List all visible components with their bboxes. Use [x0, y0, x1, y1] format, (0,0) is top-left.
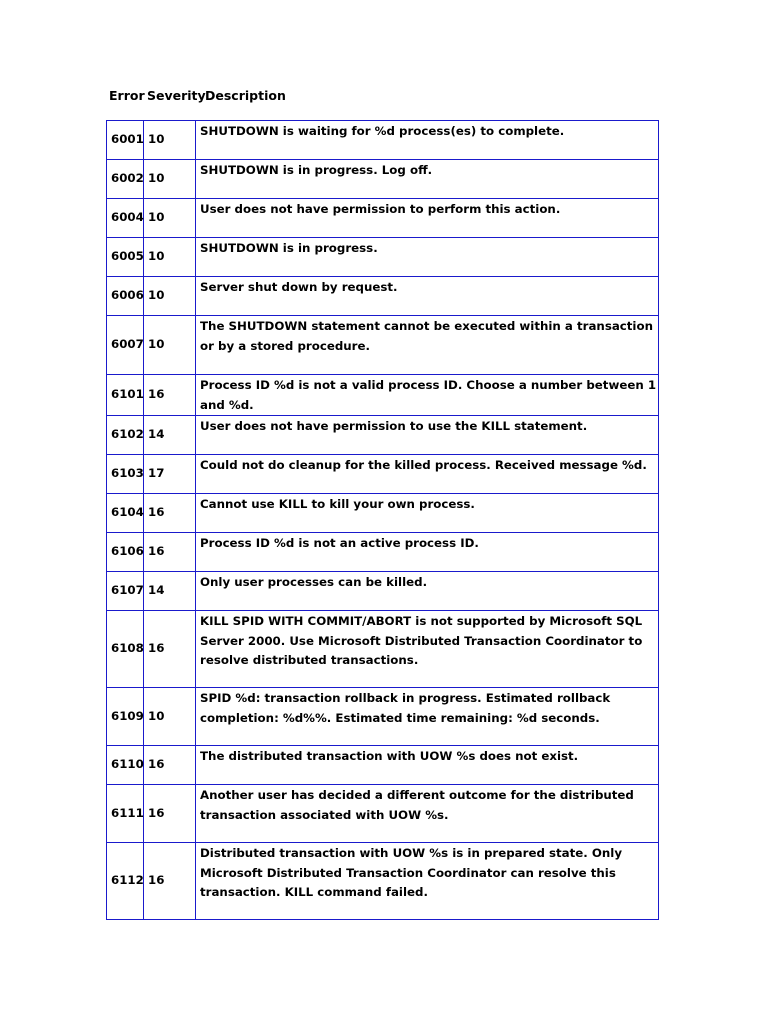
description-cell: Process ID %d is not an active process ID. [196, 533, 659, 572]
error-code-cell: 6101 [107, 375, 144, 416]
severity-cell: 16 [144, 533, 196, 572]
description-cell: Could not do cleanup for the killed process. Received message %d. [196, 455, 659, 494]
table-row [107, 746, 659, 785]
severity-cell: 10 [144, 121, 196, 160]
severity-cell: 16 [144, 843, 196, 920]
error-code-cell: 6108 [107, 611, 144, 688]
description-cell: User does not have permission to perform this action. [196, 199, 659, 238]
table-row [107, 160, 659, 199]
table-row [107, 785, 659, 843]
error-code-cell: 6002 [107, 160, 144, 199]
table-row [107, 572, 659, 611]
description-cell: SHUTDOWN is in progress. Log off. [196, 160, 659, 199]
error-code-cell: 6110 [107, 746, 144, 785]
severity-cell: 10 [144, 277, 196, 316]
error-table [106, 120, 659, 920]
error-code-cell: 6005 [107, 238, 144, 277]
table-row [107, 238, 659, 277]
error-code-cell: 6001 [107, 121, 144, 160]
description-cell: Only user processes can be killed. [196, 572, 659, 611]
description-cell: Server shut down by request. [196, 277, 659, 316]
table-row [107, 455, 659, 494]
table-row [107, 843, 659, 920]
description-cell: SHUTDOWN is in progress. [196, 238, 659, 277]
description-cell: SPID %d: transaction rollback in progress. Estimated rollback completion: %d%%. Estimated time remaining: %d seconds. [196, 688, 659, 746]
table-row [107, 199, 659, 238]
severity-cell: 14 [144, 572, 196, 611]
error-code-cell: 6111 [107, 785, 144, 843]
error-code-cell: 6104 [107, 494, 144, 533]
description-cell: SHUTDOWN is waiting for %d process(es) to complete. [196, 121, 659, 160]
error-code-cell: 6103 [107, 455, 144, 494]
header-error: Error [109, 88, 145, 103]
error-code-cell: 6109 [107, 688, 144, 746]
description-cell: Another user has decided a different outcome for the distributed transaction associated with UOW %s. [196, 785, 659, 843]
error-code-cell: 6107 [107, 572, 144, 611]
description-cell: The SHUTDOWN statement cannot be executed within a transaction or by a stored procedure. [196, 316, 659, 375]
description-cell: Distributed transaction with UOW %s is in prepared state. Only Microsoft Distributed Transaction Coordinator can resolve this transaction. KILL command failed. [196, 843, 659, 920]
severity-cell: 16 [144, 785, 196, 843]
error-code-cell: 6102 [107, 416, 144, 455]
header-severity: Severity [147, 88, 206, 103]
severity-cell: 16 [144, 746, 196, 785]
header-description: Description [205, 88, 286, 103]
severity-cell: 14 [144, 416, 196, 455]
severity-cell: 10 [144, 160, 196, 199]
severity-cell: 16 [144, 375, 196, 416]
table-row [107, 688, 659, 746]
severity-cell: 16 [144, 494, 196, 533]
error-code-cell: 6106 [107, 533, 144, 572]
error-code-cell: 6007 [107, 316, 144, 375]
severity-cell: 17 [144, 455, 196, 494]
description-cell: The distributed transaction with UOW %s does not exist. [196, 746, 659, 785]
error-code-cell: 6112 [107, 843, 144, 920]
description-cell: Cannot use KILL to kill your own process. [196, 494, 659, 533]
description-cell: User does not have permission to use the KILL statement. [196, 416, 659, 455]
table-row [107, 416, 659, 455]
severity-cell: 16 [144, 611, 196, 688]
severity-cell: 10 [144, 316, 196, 375]
error-code-cell: 6006 [107, 277, 144, 316]
severity-cell: 10 [144, 199, 196, 238]
error-code-cell: 6004 [107, 199, 144, 238]
description-cell: KILL SPID WITH COMMIT/ABORT is not supported by Microsoft SQL Server 2000. Use Microsoft Distributed Transaction Coordinator to resolve distributed transactions. [196, 611, 659, 688]
table-row [107, 121, 659, 160]
severity-cell: 10 [144, 238, 196, 277]
table-row [107, 533, 659, 572]
severity-cell: 10 [144, 688, 196, 746]
table-row [107, 316, 659, 375]
error-table-body [107, 121, 659, 920]
table-header [109, 88, 286, 103]
table-row [107, 277, 659, 316]
table-row [107, 611, 659, 688]
table-row [107, 375, 659, 416]
description-cell: Process ID %d is not a valid process ID. Choose a number between 1 and %d. [196, 375, 659, 416]
table-row [107, 494, 659, 533]
